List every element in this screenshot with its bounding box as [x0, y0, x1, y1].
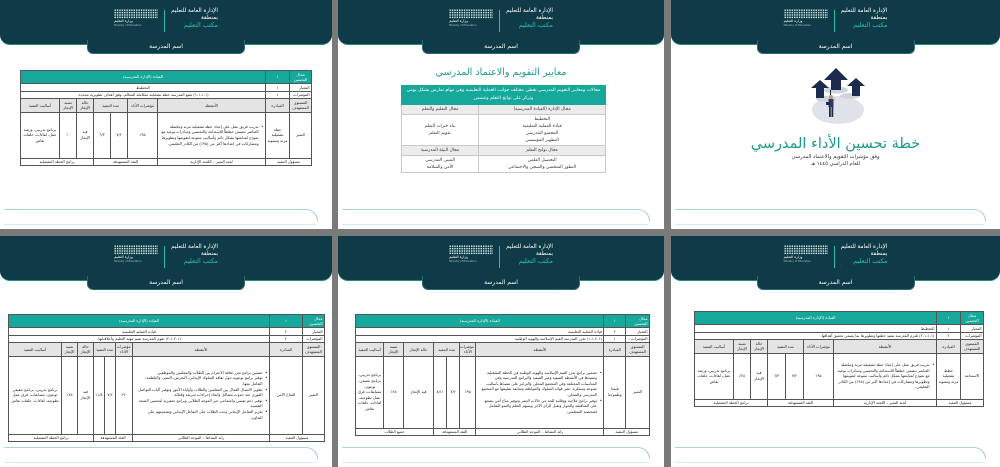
- responsible-value: رائد النشاط – الموجه الطلابي: [133, 434, 270, 442]
- status-value: قيد الإنجاز: [78, 356, 94, 434]
- program-label: برامج الخطة التشغيلية: [21, 158, 94, 166]
- office-name: مكتب التعليم: [518, 21, 553, 29]
- ministry-logo-icon: [784, 245, 828, 263]
- program-label: برامج الخطة التشغيلية: [695, 399, 768, 407]
- domain-item: التطور الشخصي والصحي والاجتماعي: [508, 165, 577, 170]
- domain-items: [479, 115, 606, 146]
- ministry-name-ar: وزارة التعليم: [114, 19, 133, 23]
- methods-value: برنامج تدريبي، ورشة عمل، لقاءات، حلقات نقاش: [21, 112, 60, 158]
- ministry-logo-icon: [449, 9, 493, 27]
- header-divider: [499, 10, 500, 32]
- domain-item: التطوير المؤسسي: [525, 138, 559, 143]
- ministry-logo-dots-icon: [449, 9, 493, 19]
- col-ratio: نسبة الإنجاز: [60, 99, 77, 112]
- ministry-logo-dots-icon: [784, 9, 828, 19]
- responsible-value: رائد النشاط – الموجه الطلابي: [476, 428, 604, 436]
- header-divider: [834, 246, 835, 268]
- col-status: حالة الإنجاز: [751, 340, 768, 353]
- activity-item: • توفير برامج توعوية حول ثقافة السلوك الإيجابي، التحرش، التنمر، والبلطجة، التعامل معها.: [135, 375, 268, 386]
- header-divider: [164, 246, 165, 268]
- domain-label: مجال التحسين: [303, 315, 325, 328]
- activities: [834, 353, 937, 399]
- school-name-tab: اسم المدرسة: [422, 276, 580, 290]
- col-target-level: المستوى المستهدف: [961, 340, 984, 353]
- org-name: [171, 8, 218, 29]
- target-level: التميز: [303, 356, 325, 434]
- school-name-tab: اسم المدرسة: [757, 40, 915, 54]
- indicator-value: (١-١-١-٢) تلتزم المدرسة تنفيذ خطتها وتطويرها بما يضمن تحقيق أهدافها.: [695, 332, 937, 340]
- end-date: ٦/٣: [94, 112, 111, 158]
- domain-number: ١: [937, 312, 961, 325]
- indicator-label: المؤشرات: [303, 335, 325, 343]
- org-line-2: بمنطقة: [870, 251, 888, 257]
- start-date: ٧/٢: [786, 353, 804, 399]
- ministry-name-ar: وزارة التعليم: [449, 255, 468, 259]
- page-header: [0, 0, 332, 45]
- org-name: [841, 244, 888, 265]
- audience-value: جميع الطلاب: [356, 428, 434, 436]
- footer-decoration: [4, 447, 318, 459]
- standard-value: التخطيط: [21, 84, 266, 92]
- start-date: ٧/٢: [105, 356, 116, 434]
- plan-table: [8, 314, 325, 442]
- domain-item: قيادة العملية التعليمية: [522, 124, 562, 129]
- standard-number: ٢: [604, 328, 626, 336]
- footer-decoration-line: [675, 462, 984, 463]
- cover-subtitle-line-1: وفق مؤشرات التقويم والاعتماد المدرسي: [791, 154, 880, 160]
- domain-value: القيادة (الإدارة المدرسية): [21, 71, 266, 84]
- domain-number: ١: [604, 315, 626, 328]
- col-status: حالة الإنجاز: [77, 99, 94, 112]
- responsible-label: مسؤول التنفيذ: [270, 434, 325, 442]
- ministry-name-en: Ministry of Education: [114, 260, 142, 263]
- footer-decoration: [675, 209, 986, 221]
- kpi-value: ٩٥٪: [804, 353, 834, 399]
- col-duration: مدة التنفيذ: [434, 343, 460, 356]
- standard-label: المعيار: [961, 325, 984, 333]
- domain-header: مجال التعليم والتعلم: [402, 105, 479, 115]
- domain-label: مجال التحسين: [961, 312, 984, 325]
- kpi-value: ٩٥٪: [460, 356, 476, 428]
- col-status: حالة الإنجاز: [403, 343, 433, 356]
- col-status: حالة الإنجاز: [78, 343, 94, 356]
- arrows-up-person-icon: [804, 66, 868, 128]
- initiative: خطة تشغيلية مرنة وتنموية: [266, 112, 290, 158]
- methods-value: برنامج تدريبي، برنامج تثقيفي، توعوي، مسابقات، فرق عمل تطوعية، لقاءات، حلقات نقاش: [356, 356, 384, 428]
- initiative: قيمنا وطموحنا: [604, 356, 626, 428]
- ministry-name-en: Ministry of Education: [449, 260, 477, 263]
- org-line-2: بمنطقة: [201, 251, 218, 257]
- page-header: [338, 236, 664, 281]
- domain-item: بناء خبرات التعلم: [424, 124, 456, 129]
- responsible-value: لجنة التميز – اللجنة الإدارية: [158, 158, 266, 166]
- office-name: مكتب التعليم: [853, 21, 888, 29]
- standard-number: ١: [937, 325, 961, 333]
- indicator-number: ٢: [270, 335, 303, 343]
- standard-number: ٢: [270, 328, 303, 336]
- col-activities: الأنشطة: [158, 99, 266, 112]
- ministry-name-ar: وزارة التعليم: [783, 19, 803, 23]
- ministry-name-ar: وزارة التعليم: [114, 255, 133, 259]
- activity-item: • تضمين برامج تعزز ثقافة الاحترام بين الطلاب والمعلمين والموظفين.: [135, 370, 268, 376]
- initiative: خطط تشغيلية مرنة وتنموية: [937, 353, 961, 399]
- page-plan-2[interactable]: [671, 236, 1000, 467]
- ministry-logo-icon: [114, 9, 158, 27]
- ministry-logo-dots-icon: [114, 9, 158, 19]
- domain-items: [402, 156, 479, 173]
- domain-number: ١: [270, 315, 303, 328]
- target-level: التميز: [290, 112, 312, 158]
- start-date: ٧/٢: [447, 356, 460, 428]
- activity-item: • تعزيز التفاعل الإيجابي وحث الطلاب على التفاعل الإيجابي وتشجيعهم على التعاون.: [135, 409, 268, 420]
- indicator-number: ١: [604, 335, 626, 343]
- org-name: [506, 244, 553, 265]
- footer-decoration-line: [342, 462, 648, 463]
- footer-decoration: [342, 447, 650, 459]
- domain-item: تقويم التعلم: [429, 131, 451, 136]
- school-name-tab: اسم المدرسة: [757, 276, 915, 290]
- col-methods: أساليب التنفيذ: [9, 343, 62, 356]
- col-methods: أساليب التنفيذ: [695, 340, 734, 353]
- indicator-value: (١-٢-١-٢) تقوم المدرسة بقيم مهنة التعليم وأخلاقياتها.: [9, 335, 270, 343]
- page-plan-4[interactable]: [0, 236, 332, 467]
- indicator-number: ٢: [937, 332, 961, 340]
- footer-decoration: [675, 447, 986, 459]
- footer-decoration-line: [675, 224, 984, 225]
- col-target-level: المستوى المستهدف: [290, 99, 312, 112]
- domain-item: التخطيط: [534, 117, 550, 122]
- org-line-2: بمنطقة: [536, 15, 553, 21]
- responsible-label: مسؤول التنفيذ: [266, 158, 312, 166]
- col-methods: أساليب التنفيذ: [356, 343, 384, 356]
- standard-number: ١: [266, 84, 290, 92]
- standards-table: [401, 85, 606, 173]
- end-date: ٨/١١: [434, 356, 447, 428]
- domain-value: القيادة (الإدارة المدرسية): [9, 315, 270, 328]
- kpi-value: ٩٠٪: [116, 356, 133, 434]
- cover-title: خطة تحسين الأداء المدرسي: [750, 136, 921, 152]
- footer-decoration: [4, 209, 318, 221]
- standard-label: المعيار: [290, 84, 312, 92]
- ministry-name-ar: وزارة التعليم: [449, 19, 468, 23]
- col-initiative: المبادرة: [270, 343, 303, 356]
- status-value: قيد الإنجاز: [77, 112, 94, 158]
- cover-subtitle: [671, 154, 1000, 167]
- page-header: [671, 236, 1000, 281]
- org-name: [506, 8, 553, 29]
- col-duration: مدة التنفيذ: [94, 99, 128, 112]
- domain-value: القيادة (الإدارة المدرسية): [356, 315, 604, 328]
- target-level: الاستدامة: [961, 353, 984, 399]
- domain-label: مجال التحسين: [626, 315, 650, 328]
- indicator-value: (١-١-١-١) تضع المدرسة خطة تشغيلية متكاملة المعالم، وفق أهداف تطويرية محددة.: [21, 91, 266, 99]
- office-name: مكتب التعليم: [183, 21, 218, 29]
- activity-item: • توفير دعم نفسي واجتماعي عبر الموجه الطلابي وبرامج تحفيزية لتحسين الصحة النفسية.: [135, 398, 268, 409]
- page-header: [671, 0, 1000, 45]
- ratio-value: ١٠: [60, 112, 77, 158]
- col-initiative: المبادرة: [266, 99, 290, 112]
- plan-table: [20, 70, 312, 166]
- org-line-2: بمنطقة: [536, 251, 553, 257]
- initiative: المناخ الآمن: [270, 356, 303, 434]
- responsible-label: مسؤول التنفيذ: [604, 428, 650, 436]
- audience-label: الفئة المستهدفة: [94, 158, 158, 166]
- col-ratio: نسبة الإنجاز: [62, 343, 78, 356]
- activity-item: • تدريب فريق عمل على إعداد خطة تشغيلية مرنة ومكتملة العناصر تتضمن خططاً للاستدامة والتحسين ومبادرات نوعية مع نموذج لمتابعتها بشكل دائم وأساليب متنوعة لتقويمها وتطويرها ومشاركات في إعدادها أكثر من (٩٥٪) من الكادر التعليمي.: [836, 362, 935, 390]
- ratio-value: ٢٥٪: [734, 353, 751, 399]
- audience-label: الفئة المستهدفة: [768, 399, 834, 407]
- header-divider: [834, 10, 835, 32]
- domain-item: التحصيل العلمي: [527, 158, 557, 163]
- standard-value: قيادة العملية التعليمية: [356, 328, 604, 336]
- status-value: قيد الإنجاز: [403, 356, 433, 428]
- org-line-1: الإدارة العامة للتعليم: [840, 244, 888, 250]
- activity-item: • توفير برامج علاجية ووقائية للحد من حالات التنمر وتوفير مناخ آمن يشجع على المناقشة والحوار وتقبل الرأي الآخر ويسهم التعلم والنمو الشامل لشخصية المتعلمين.: [478, 398, 602, 415]
- indicator-label: المؤشرات: [290, 91, 312, 99]
- domain-item: المجتمع المدرسي: [525, 131, 559, 136]
- header-divider: [499, 246, 500, 268]
- org-line-2: بمنطقة: [201, 15, 218, 21]
- plan-table: [694, 311, 984, 407]
- domain-items: [402, 115, 479, 146]
- footer-decoration: [342, 209, 650, 221]
- activity-item: • تدريب فريق عمل على إعداد خطة تشغيلية مرنة ومكتملة العناصر تتضمن خططاً للاستدامة والتحسين ومبادرات نوعية مع نموذج لمتابعتها بشكل دائم وأساليب متنوعة لتقويمها وتطويرها ومشاركات في إعدادها أكثر من (٩٥٪) من الكادر التعليمي.: [160, 124, 264, 146]
- col-duration: مدة التنفيذ: [94, 343, 116, 356]
- cover-subtitle-line-2: للعام الدراسي ١٤٤٥ هـ: [810, 160, 861, 167]
- col-ratio: نسبة الإنجاز: [734, 340, 751, 353]
- methods-value: برنامج تدريبي، ورشة عمل، لقاءات، حلقات نقاش: [695, 353, 734, 399]
- footer-decoration-line: [4, 462, 316, 463]
- org-name: [171, 244, 218, 265]
- school-name-tab: اسم المدرسة: [87, 276, 245, 290]
- page-header: [0, 236, 332, 281]
- col-target-level: المستوى المستهدف: [626, 343, 650, 356]
- standards-intro: مجالات ومعايير التقويم المدرسي تغطي مختلف جوانب العملية التعليمية وهي مهام تمارس بشكل يومي وتركز على نواتج التعلم وتتضمن: [402, 86, 606, 105]
- col-target-level: المستوى المستهدف: [303, 343, 325, 356]
- school-name-tab: اسم المدرسة: [87, 40, 245, 54]
- domain-header: مجال الإدارة (القيادة المدرسية): [479, 105, 606, 115]
- start-date: ٧/٢: [111, 112, 128, 158]
- ministry-logo-dots-icon: [114, 245, 158, 255]
- ministry-name-en: Ministry of Education: [114, 24, 142, 27]
- end-date: ١١/٨: [94, 356, 105, 434]
- col-kpi: مؤشرات الأداء: [116, 343, 131, 355]
- indicator-label: المؤشرات: [626, 335, 650, 343]
- end-date: ٦/٣: [768, 353, 786, 399]
- col-duration: مدة التنفيذ: [768, 340, 804, 353]
- ministry-logo-icon: [114, 245, 158, 263]
- org-line-1: الإدارة العامة للتعليم: [171, 8, 218, 14]
- office-name: مكتب التعليم: [183, 257, 218, 265]
- target-level: التميز: [626, 356, 650, 428]
- standard-value: التخطيط: [695, 325, 937, 333]
- status-value: قيد الإنجاز: [751, 353, 768, 399]
- col-activities: الأنشطة: [834, 340, 937, 353]
- org-line-2: بمنطقة: [870, 15, 888, 21]
- plan-table: [355, 314, 650, 436]
- responsible-value: لجنة التميز – اللجنة الإدارية: [834, 399, 937, 407]
- ministry-logo-icon: [449, 245, 493, 263]
- domain-value: القيادة (الإدارة المدرسية): [695, 312, 937, 325]
- domain-item: المبنى المدرسي: [425, 158, 455, 163]
- activities: [158, 112, 266, 158]
- org-line-1: الإدارة العامة للتعليم: [506, 8, 553, 14]
- ratio-value: ٢٥٪: [62, 356, 78, 434]
- page-cover[interactable]: [671, 0, 1000, 229]
- col-kpi: مؤشرات الأداء: [460, 343, 474, 355]
- office-name: مكتب التعليم: [518, 257, 553, 265]
- org-name: [841, 8, 888, 29]
- page-plan-3[interactable]: [338, 236, 664, 467]
- ministry-name-en: Ministry of Education: [783, 260, 811, 263]
- school-name-tab: اسم المدرسة: [422, 40, 580, 54]
- activity-item: • تضمين برامج تعزز القيم الإسلامية والهوية الوطنية في الخطة التشغيلية وتنفيذها في الأنشطة الصفية وغير الصفية والبرامج المدرسية وفي المناسبات المختلفة وفي المجتمع المحلي والتركيز على تنفيذها بأساليب متنوعة ومبتكرة، نشر فوائد السلوك والمواطنة ومتابعة تطبيقها مع المجتمع المدرسي والمحلي.: [478, 370, 602, 398]
- org-line-1: الإدارة العامة للتعليم: [840, 8, 888, 14]
- indicator-label: المؤشرات: [961, 332, 984, 340]
- page-standards[interactable]: [338, 0, 664, 229]
- domain-items: [479, 156, 606, 173]
- domain-number: ١: [266, 71, 290, 84]
- domain-header: مجال البيئة المدرسية: [402, 146, 479, 156]
- col-kpi: مؤشرات الأداء: [128, 99, 158, 112]
- col-initiative: المبادرة: [937, 340, 961, 353]
- header-divider: [164, 10, 165, 32]
- standard-label: المعيار: [303, 328, 325, 336]
- activity-item: • تطوير الاتصال الفعال بين المعلمين والطلاب وأولياء الأمور وتوفير آليات للتواصل الفوري عند حدوث مشاكل واتخاذ إجراءات سريعة وفعالة.: [135, 387, 268, 398]
- standard-value: قيادة العملية التعليمية: [9, 328, 270, 336]
- page-header: [338, 0, 664, 45]
- col-activities: الأنشطة: [133, 343, 270, 356]
- activities: [133, 356, 270, 434]
- kpi-value: ٩٥٪: [128, 112, 158, 158]
- indicator-value: (١-٢-١-١) تعزز المدرسة القيم الإسلامية والهوية الوطنية.: [356, 335, 604, 343]
- col-ratio: نسبة الإنجاز: [384, 343, 404, 356]
- col-initiative: المبادرة: [604, 343, 626, 356]
- program-label: برامج الخطة التشغيلية: [9, 434, 94, 442]
- activities: [476, 356, 604, 428]
- ratio-value: ٢٥٪: [384, 356, 404, 428]
- page-plan-1[interactable]: [0, 0, 332, 229]
- ministry-name-en: Ministry of Education: [449, 24, 477, 27]
- standard-label: المعيار: [626, 328, 650, 336]
- col-activities: الأنشطة: [476, 343, 604, 356]
- domain-header: مجال نواتج التعلم: [479, 146, 606, 156]
- ministry-logo-dots-icon: [784, 245, 828, 255]
- audience-label: الفئة المستهدفة: [94, 434, 133, 442]
- org-line-1: الإدارة العامة للتعليم: [171, 244, 218, 250]
- standards-title: معايير التقويم والاعتماد المدرسي: [435, 67, 567, 78]
- footer-decoration-line: [4, 224, 316, 225]
- col-kpi: مؤشرات الأداء: [804, 340, 834, 353]
- domain-item: الأمن والسلامة: [426, 165, 454, 170]
- col-methods: أساليب التنفيذ: [21, 99, 60, 112]
- indicator-number: ١: [266, 91, 290, 99]
- domain-label: مجال التحسين: [290, 71, 312, 84]
- ministry-name-ar: وزارة التعليم: [783, 255, 803, 259]
- ministry-logo-icon: [784, 9, 828, 27]
- footer-decoration-line: [342, 224, 648, 225]
- ministry-logo-dots-icon: [449, 245, 493, 255]
- responsible-label: مسؤول التنفيذ: [937, 399, 984, 407]
- ministry-name-en: Ministry of Education: [783, 24, 811, 27]
- methods-value: برنامج تدريبي، برنامج تثقيفي توعوي، مسابقات، فرق عمل تطوعية، لقاءات، حلقات نقاش: [9, 356, 62, 434]
- audience-label: الفئة المستهدفة: [434, 428, 476, 436]
- org-line-1: الإدارة العامة للتعليم: [506, 244, 553, 250]
- office-name: مكتب التعليم: [853, 257, 888, 265]
